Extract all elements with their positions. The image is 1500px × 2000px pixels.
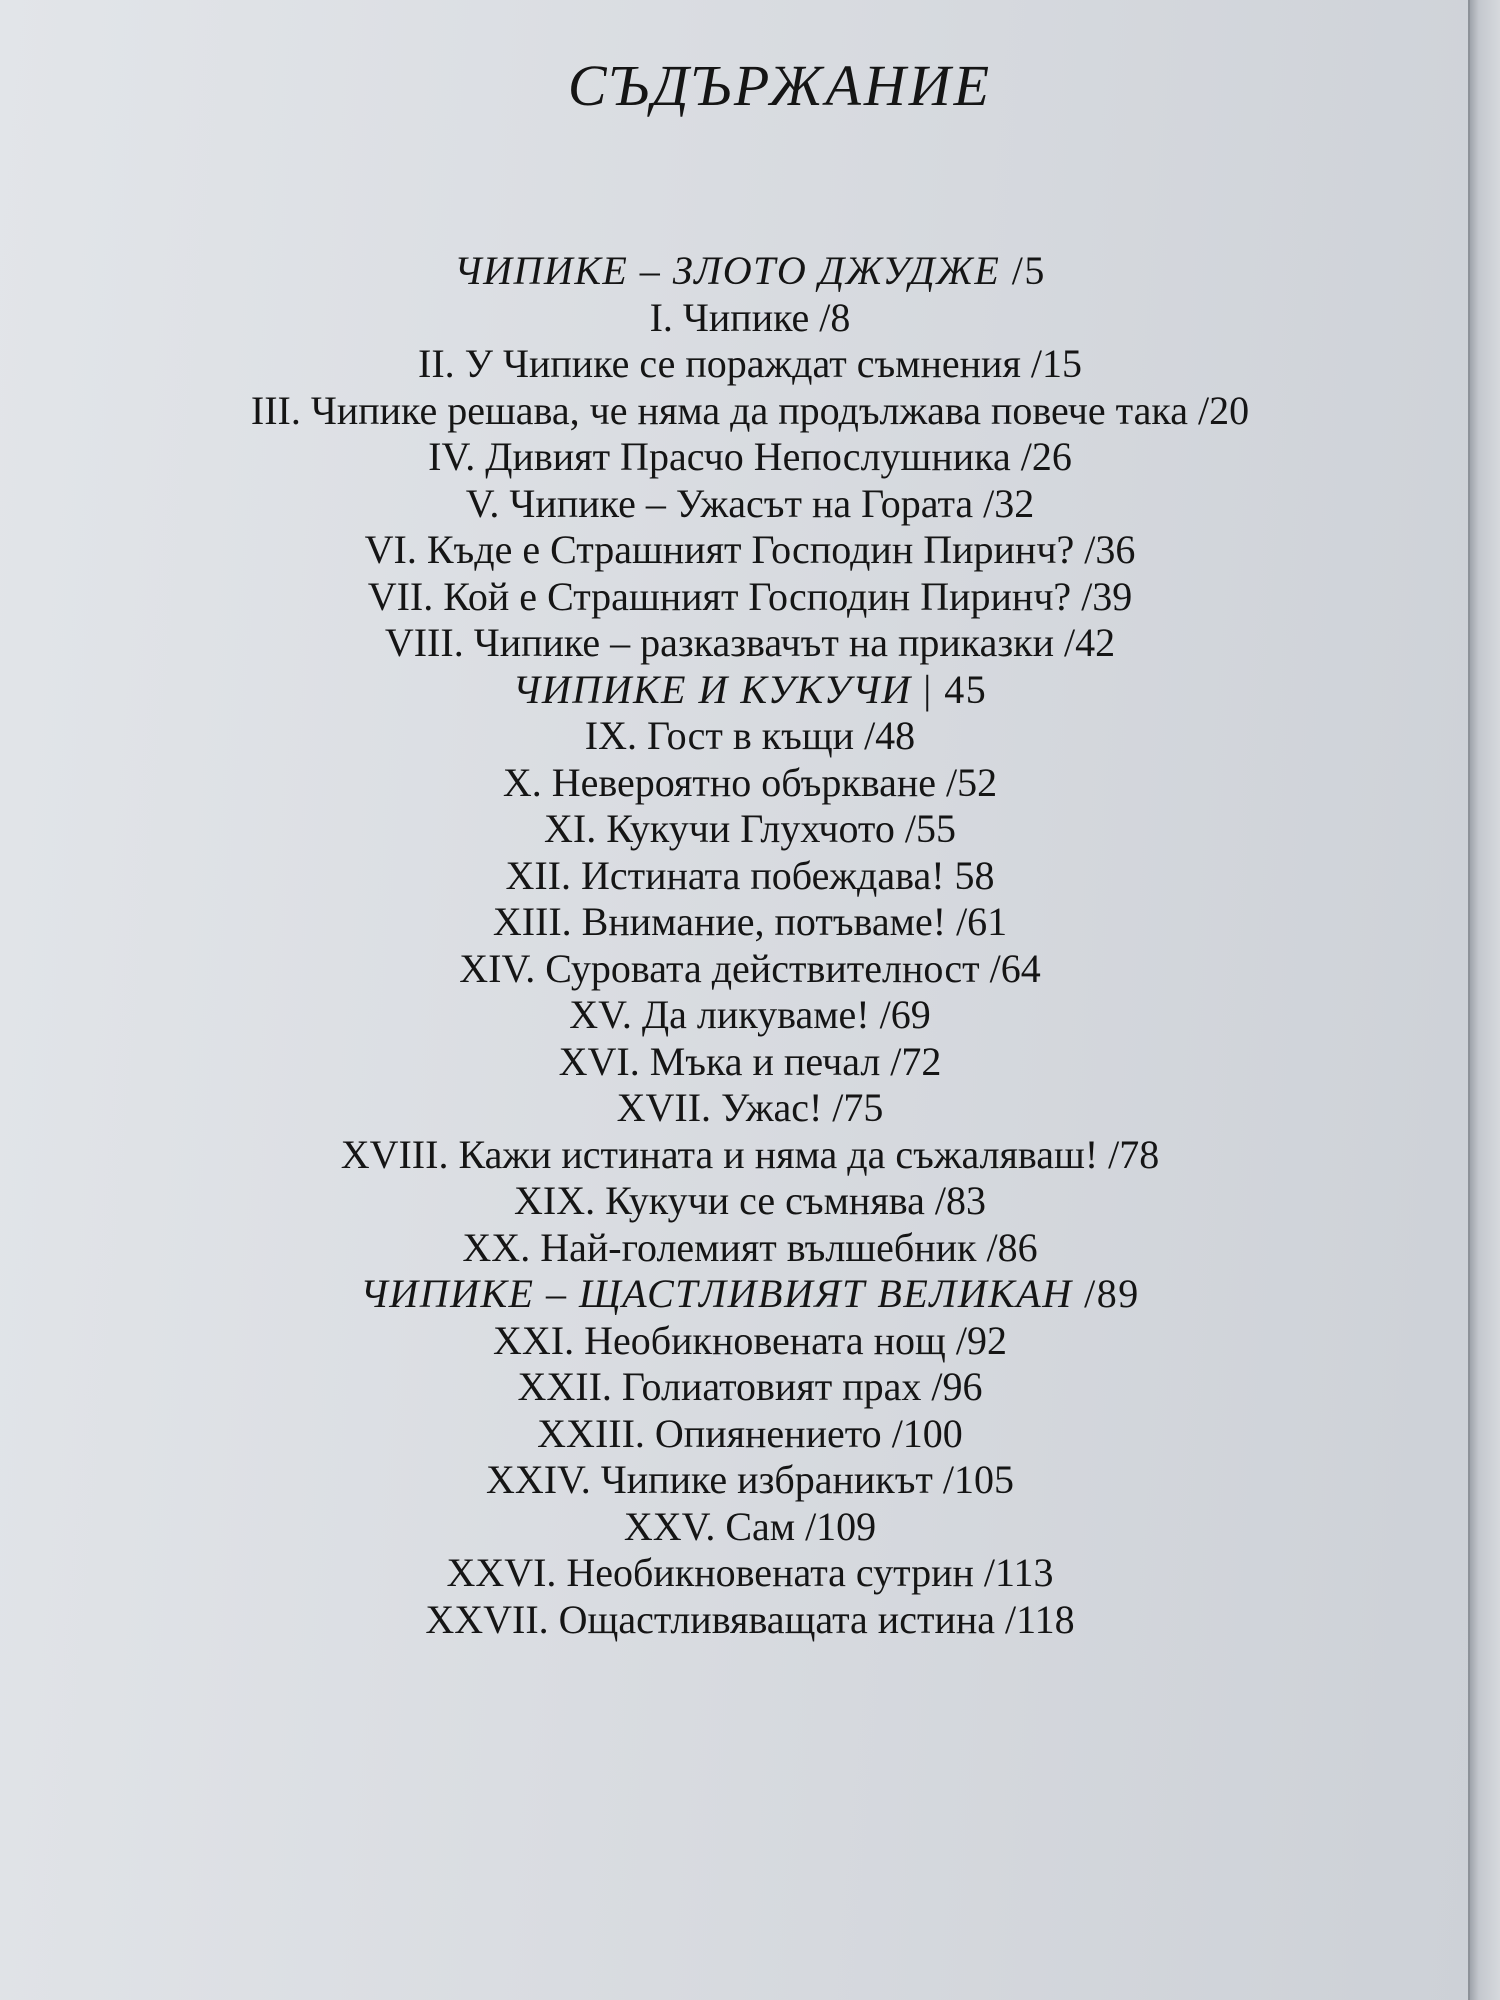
toc-chapter-entry [0, 1132, 1500, 1179]
toc-entry-title: VII. Кой е Страшният Господин Пиринч? [367, 573, 1072, 619]
toc-entry-title: XXII. Голиатовият прах [517, 1364, 922, 1409]
toc-entry-page: 58 [954, 852, 995, 898]
toc-entry-title: XXIV. Чипике избраникът [485, 1457, 933, 1502]
toc-entry-title: XVI. Мъка и печал [558, 1038, 881, 1084]
toc-entry-title: II. У Чипике се пораждат съмнения [418, 341, 1021, 386]
toc-chapter-entry [0, 760, 1500, 807]
toc-entry-page: /109 [805, 1503, 877, 1549]
toc-entry-page: /64 [989, 945, 1041, 991]
toc-entry-title: I. Чипике [649, 294, 810, 340]
toc-chapter-entry [0, 1411, 1500, 1458]
toc-chapter-entry [0, 1225, 1500, 1272]
toc-entry-page: /20 [1197, 387, 1250, 433]
toc-entry-title: XVIII. Кажи истината и няма да съжаляваш! [340, 1131, 1099, 1177]
toc-entry-title: ЧИПИКЕ И КУКУЧИ [512, 666, 912, 712]
toc-entry-title: XXI. Необикновената нощ [493, 1317, 946, 1363]
toc-entry-page: /8 [819, 294, 851, 340]
toc-entry-page: /72 [890, 1038, 942, 1084]
toc-entry-title: ЧИПИКЕ – ЩАСТЛИВИЯТ ВЕЛИКАН [360, 1271, 1073, 1316]
toc-chapter-entry [0, 1085, 1500, 1132]
toc-entry-title: IV. Дивият Прасчо Непослушника [428, 434, 1011, 479]
toc-entry-page: /36 [1084, 527, 1136, 572]
toc-entry-page: /96 [931, 1364, 983, 1409]
toc-chapter-entry [0, 713, 1500, 760]
toc-chapter-entry [0, 1550, 1500, 1597]
toc-entry-page: /42 [1064, 620, 1116, 665]
toc-entry-title: XIII. Внимание, потъваме! [492, 899, 947, 944]
toc-entry-page: /118 [1005, 1596, 1075, 1642]
toc-entry-title: XXVII. Ощастливяващата истина [425, 1596, 996, 1642]
toc-chapter-entry [0, 481, 1500, 528]
toc-entry-title: XIX. Кукучи се съмнява [514, 1178, 925, 1223]
toc-entry-title: XXIII. Опиянението [537, 1410, 882, 1456]
toc-entry-title: XII. Истината побеждава! [505, 852, 945, 898]
toc-chapter-entry [0, 388, 1500, 435]
toc-part-heading [0, 1271, 1500, 1318]
toc-entry-page: /89 [1084, 1271, 1140, 1316]
toc-entry-title: XXVI. Необикновената сутрин [446, 1550, 974, 1595]
toc-entry-title: VIII. Чипике – разказвачът на приказки [384, 620, 1055, 665]
toc-part-heading [0, 667, 1500, 714]
toc-entry-page: /78 [1108, 1131, 1160, 1177]
toc-entry-title: XI. Кукучи Глухчото [543, 806, 895, 851]
toc-entry-page: /113 [983, 1550, 1054, 1595]
toc-entry-page: /61 [956, 899, 1008, 944]
toc-entry-page: /86 [986, 1224, 1038, 1270]
toc-entry-page: /69 [879, 992, 931, 1037]
toc-chapter-entry [0, 1178, 1500, 1225]
toc-entry-page: /15 [1030, 341, 1082, 386]
toc-entry-page: | 45 [923, 666, 988, 712]
toc-chapter-entry [0, 806, 1500, 853]
toc-entry-page: /75 [832, 1085, 884, 1130]
toc-entry-title: VI. Къде е Страшният Господин Пиринч? [364, 527, 1075, 572]
toc-chapter-entry [0, 899, 1500, 946]
table-of-contents [0, 248, 1500, 1643]
toc-entry-page: /92 [955, 1317, 1007, 1363]
toc-entry-page: /55 [904, 806, 957, 851]
toc-chapter-entry [0, 946, 1500, 993]
toc-chapter-entry [0, 853, 1500, 900]
toc-part-heading [0, 248, 1500, 295]
toc-chapter-entry [0, 992, 1500, 1039]
toc-entry-page: /39 [1081, 573, 1133, 619]
toc-entry-page: /52 [946, 759, 998, 805]
toc-entry-title: ЧИПИКЕ – ЗЛОТО ДЖУДЖЕ [454, 248, 1001, 293]
toc-entry-page: /83 [934, 1178, 986, 1223]
toc-entry-page: /32 [983, 480, 1035, 526]
toc-entry-title: XX. Най-големият вълшебник [462, 1224, 977, 1270]
toc-entry-title: IX. Гост в къщи [584, 713, 855, 758]
toc-entry-page: /100 [891, 1410, 963, 1456]
toc-chapter-entry [0, 527, 1500, 574]
toc-chapter-entry [0, 1457, 1500, 1504]
toc-entry-title: XXV. Сам [623, 1503, 796, 1549]
toc-chapter-entry [0, 434, 1500, 481]
toc-entry-title: X. Невероятно объркване [502, 759, 937, 805]
toc-chapter-entry [0, 1504, 1500, 1551]
toc-chapter-entry [0, 1039, 1500, 1086]
toc-chapter-entry [0, 295, 1500, 342]
toc-entry-title: III. Чипике решава, че няма да продължава повече така [250, 387, 1188, 433]
toc-chapter-entry [0, 1318, 1500, 1365]
toc-chapter-entry [0, 341, 1500, 388]
toc-chapter-entry [0, 574, 1500, 621]
toc-entry-page: /48 [864, 713, 916, 758]
toc-chapter-entry [0, 1597, 1500, 1644]
toc-entry-title: XV. Да ликуваме! [569, 992, 870, 1037]
toc-entry-page: /5 [1011, 248, 1046, 293]
toc-entry-title: XVII. Ужас! [616, 1085, 823, 1130]
toc-chapter-entry [0, 1364, 1500, 1411]
toc-entry-title: V. Чипике – Ужасът на Гората [465, 480, 974, 526]
toc-entry-page: /26 [1020, 434, 1072, 479]
toc-entry-title: XIV. Суровата действителност [459, 945, 980, 991]
page-title: СЪДЪРЖАНИЕ [567, 53, 993, 118]
toc-chapter-entry [0, 620, 1500, 667]
toc-entry-page: /105 [942, 1457, 1015, 1502]
